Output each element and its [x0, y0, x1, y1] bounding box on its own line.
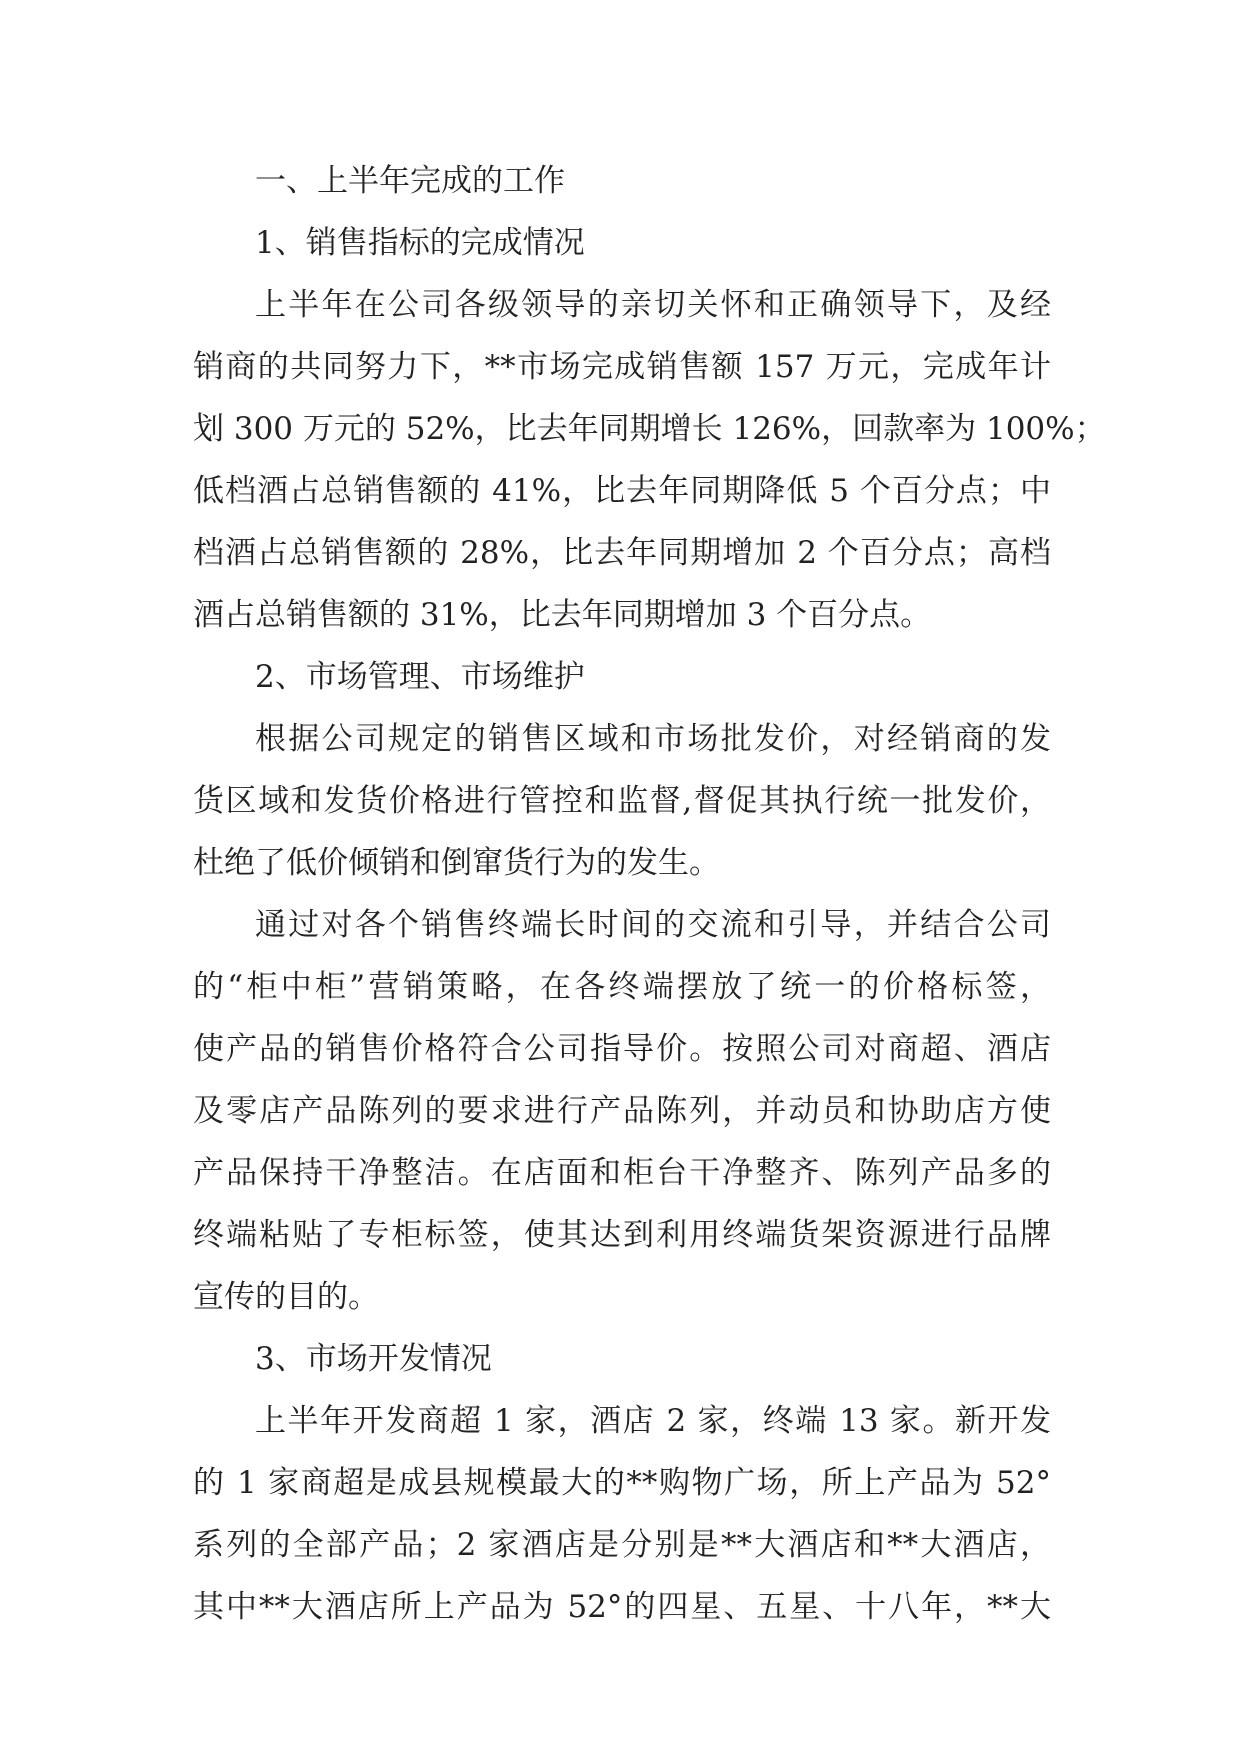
- paragraph-line: 通过对各个销售终端长时间的交流和引导，并结合公司: [255, 907, 1051, 943]
- paragraph-line: 宣传的目的。: [193, 1279, 379, 1315]
- paragraph-line: 终端粘贴了专柜标签，使其达到利用终端货架资源进行品牌: [193, 1217, 1051, 1253]
- paragraph-line: 其中**大酒店所上产品为 52°的四星、五星、十八年，**大: [193, 1589, 1051, 1625]
- paragraph-line: 根据公司规定的销售区域和市场批发价，对经销商的发: [255, 721, 1051, 757]
- paragraph-line: 的 1 家商超是成县规模最大的**购物广场，所上产品为 52°: [193, 1465, 1051, 1501]
- paragraph-line: 使产品的销售价格符合公司指导价。按照公司对商超、酒店: [193, 1031, 1051, 1067]
- section-heading: 一、上半年完成的工作: [255, 163, 565, 199]
- subsection-heading: 2、市场管理、市场维护: [255, 659, 585, 695]
- paragraph-line: 销商的共同努力下，**市场完成销售额 157 万元，完成年计: [193, 349, 1051, 385]
- paragraph-line: 的“柜中柜”营销策略，在各终端摆放了统一的价格标签，: [193, 969, 1051, 1005]
- paragraph-line: 划 300 万元的 52%，比去年同期增长 126%，回款率为 100%；: [193, 411, 1106, 447]
- paragraph-line: 杜绝了低价倾销和倒窜货行为的发生。: [193, 845, 720, 881]
- paragraph-line: 系列的全部产品；2 家酒店是分别是**大酒店和**大酒店，: [193, 1527, 1051, 1563]
- paragraph-line: 产品保持干净整洁。在店面和柜台干净整齐、陈列产品多的: [193, 1155, 1051, 1191]
- document-body: [193, 150, 1106, 1638]
- subsection-heading: 3、市场开发情况: [255, 1341, 492, 1377]
- paragraph-line: 酒占总销售额的 31%，比去年同期增加 3 个百分点。: [193, 597, 932, 633]
- paragraph-line: 档酒占总销售额的 28%，比去年同期增加 2 个百分点；高档: [193, 535, 1051, 571]
- paragraph-line: 货区域和发货价格进行管控和监督,督促其执行统一批发价，: [193, 783, 1051, 819]
- subsection-heading: 1、销售指标的完成情况: [255, 225, 585, 261]
- paragraph-line: 上半年开发商超 1 家，酒店 2 家，终端 13 家。新开发: [255, 1403, 1051, 1439]
- paragraph-line: 及零店产品陈列的要求进行产品陈列，并动员和协助店方使: [193, 1093, 1051, 1129]
- paragraph-line: 上半年在公司各级领导的亲切关怀和正确领导下，及经: [255, 287, 1051, 323]
- paragraph-line: 低档酒占总销售额的 41%，比去年同期降低 5 个百分点；中: [193, 473, 1051, 509]
